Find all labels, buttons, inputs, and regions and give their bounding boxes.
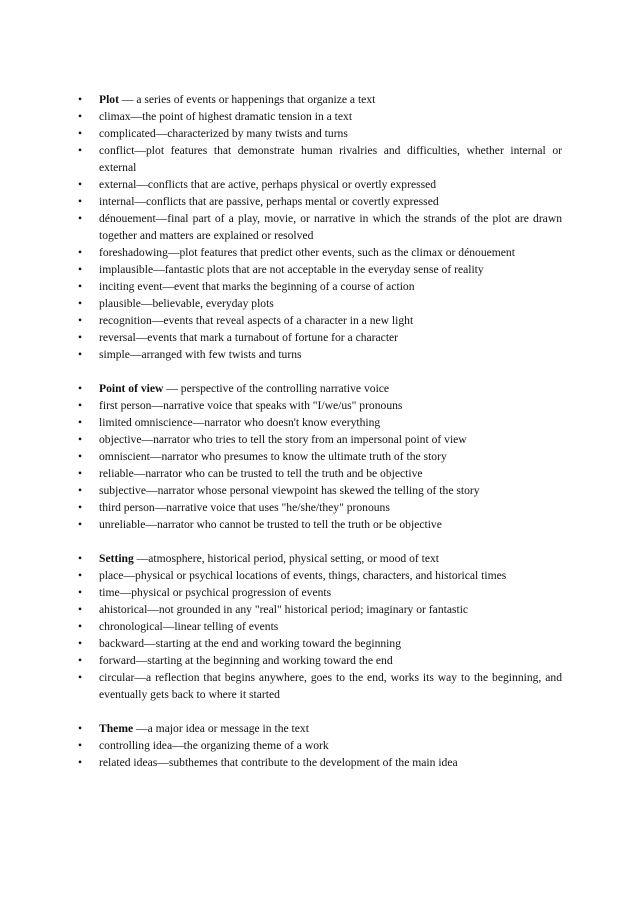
item-text: —a major idea or message in the text <box>133 722 309 735</box>
bullet-icon: • <box>78 127 83 140</box>
bullet-section <box>78 380 562 533</box>
item-text: conflict—plot features that demonstrate human rivalries and difficulties, whether internal or external <box>99 144 562 174</box>
item-text: subjective—narrator whose personal viewpoint has skewed the telling of the story <box>99 484 480 497</box>
list-item <box>78 720 562 737</box>
item-text: inciting event—event that marks the beginning of a course of action <box>99 280 415 293</box>
section-heading-term: Theme <box>99 722 134 735</box>
bullet-icon: • <box>78 586 83 599</box>
item-text: third person—narrative voice that uses "he/she/they" pronouns <box>99 501 390 514</box>
list-item <box>78 397 562 414</box>
list-item <box>78 431 562 448</box>
list-item <box>78 329 562 346</box>
item-text: recognition—events that reveal aspects of a character in a new light <box>99 314 414 327</box>
bullet-icon: • <box>78 467 83 480</box>
item-text: — a series of events or happenings that organize a text <box>118 93 376 106</box>
bullet-section <box>78 550 562 703</box>
bullet-icon: • <box>78 399 83 412</box>
list-item <box>78 193 562 210</box>
list-item <box>78 448 562 465</box>
bullet-icon: • <box>78 331 83 344</box>
item-text: implausible—fantastic plots that are not acceptable in the everyday sense of reality <box>99 263 484 276</box>
item-text: internal—conflicts that are passive, perhaps mental or covertly expressed <box>99 195 439 208</box>
item-text: objective—narrator who tries to tell the story from an impersonal point of view <box>99 433 467 446</box>
item-text: — perspective of the controlling narrative voice <box>163 382 390 395</box>
item-text: unreliable—narrator who cannot be trusted to tell the truth or be objective <box>99 518 442 531</box>
item-text: related ideas—subthemes that contribute to the development of the main idea <box>99 756 458 769</box>
bullet-icon: • <box>78 603 83 616</box>
list-item <box>78 346 562 363</box>
item-text: —atmosphere, historical period, physical setting, or mood of text <box>133 552 440 565</box>
bullet-icon: • <box>78 484 83 497</box>
list-item <box>78 295 562 312</box>
list-item <box>78 244 562 261</box>
bullet-icon: • <box>78 178 83 191</box>
list-item <box>78 550 562 567</box>
bullet-icon: • <box>78 280 83 293</box>
list-item <box>78 142 562 176</box>
bullet-icon: • <box>78 93 83 106</box>
list-item <box>78 652 562 669</box>
item-text: reliable—narrator who can be trusted to tell the truth and be objective <box>99 467 423 480</box>
list-item <box>78 108 562 125</box>
bullet-icon: • <box>78 654 83 667</box>
item-text: first person—narrative voice that speaks with "I/we/us" pronouns <box>99 399 403 412</box>
item-text: time—physical or psychical progression of events <box>99 586 332 599</box>
list-item <box>78 278 562 295</box>
list-item <box>78 312 562 329</box>
list-item <box>78 737 562 754</box>
bullet-icon: • <box>78 212 83 225</box>
item-text: foreshadowing—plot features that predict other events, such as the climax or dénouement <box>99 246 515 259</box>
item-text: backward—starting at the end and working toward the beginning <box>99 637 401 650</box>
item-text: limited omniscience—narrator who doesn't know everything <box>99 416 381 429</box>
bullet-icon: • <box>78 637 83 650</box>
item-text: circular—a reflection that begins anywhere, goes to the end, works its way to the beginning, and eventually gets back to where it started <box>99 671 562 701</box>
list-item <box>78 176 562 193</box>
list-item <box>78 482 562 499</box>
bullet-icon: • <box>78 348 83 361</box>
bullet-section <box>78 720 562 771</box>
bullet-icon: • <box>78 110 83 123</box>
bullet-icon: • <box>78 144 83 157</box>
bullet-icon: • <box>78 501 83 514</box>
bullet-icon: • <box>78 671 83 684</box>
item-text: controlling idea—the organizing theme of a work <box>99 739 329 752</box>
item-text: reversal—events that mark a turnabout of fortune for a character <box>99 331 399 344</box>
item-text: dénouement—final part of a play, movie, or narrative in which the strands of the plot are drawn together and matters are explained or resolved <box>99 212 562 242</box>
bullet-icon: • <box>78 314 83 327</box>
list-item <box>78 584 562 601</box>
list-item <box>78 499 562 516</box>
section-heading-term: Plot <box>99 93 119 106</box>
item-text: external—conflicts that are active, perhaps physical or overtly expressed <box>99 178 437 191</box>
bullet-icon: • <box>78 297 83 310</box>
item-text: climax—the point of highest dramatic tension in a text <box>99 110 353 123</box>
section-heading-term: Setting <box>99 552 134 565</box>
bullet-section <box>78 91 562 363</box>
list-item <box>78 125 562 142</box>
bullet-icon: • <box>78 195 83 208</box>
list-item <box>78 465 562 482</box>
bullet-icon: • <box>78 263 83 276</box>
list-item <box>78 567 562 584</box>
bullet-icon: • <box>78 722 83 735</box>
bullet-icon: • <box>78 433 83 446</box>
list-item <box>78 261 562 278</box>
list-item <box>78 91 562 108</box>
bullet-icon: • <box>78 756 83 769</box>
list-item <box>78 635 562 652</box>
bullet-icon: • <box>78 246 83 259</box>
list-item <box>78 601 562 618</box>
item-text: chronological—linear telling of events <box>99 620 279 633</box>
bullet-icon: • <box>78 382 83 395</box>
bullet-icon: • <box>78 739 83 752</box>
item-text: forward—starting at the beginning and working toward the end <box>99 654 393 667</box>
bullet-icon: • <box>78 450 83 463</box>
list-item <box>78 516 562 533</box>
item-text: ahistorical—not grounded in any "real" historical period; imaginary or fantastic <box>99 603 469 616</box>
item-text: plausible—believable, everyday plots <box>99 297 274 310</box>
list-item <box>78 669 562 703</box>
bullet-icon: • <box>78 416 83 429</box>
list-item <box>78 380 562 397</box>
section-heading-term: Point of view <box>99 382 164 395</box>
bullet-icon: • <box>78 552 83 565</box>
bullet-icon: • <box>78 518 83 531</box>
item-text: place—physical or psychical locations of events, things, characters, and historical times <box>99 569 507 582</box>
item-text: simple—arranged with few twists and turns <box>99 348 302 361</box>
list-item <box>78 754 562 771</box>
list-item <box>78 414 562 431</box>
list-item <box>78 618 562 635</box>
bullet-icon: • <box>78 569 83 582</box>
list-item <box>78 210 562 244</box>
document-page <box>78 91 562 788</box>
item-text: complicated—characterized by many twists and turns <box>99 127 348 140</box>
bullet-icon: • <box>78 620 83 633</box>
item-text: omniscient—narrator who presumes to know the ultimate truth of the story <box>99 450 447 463</box>
